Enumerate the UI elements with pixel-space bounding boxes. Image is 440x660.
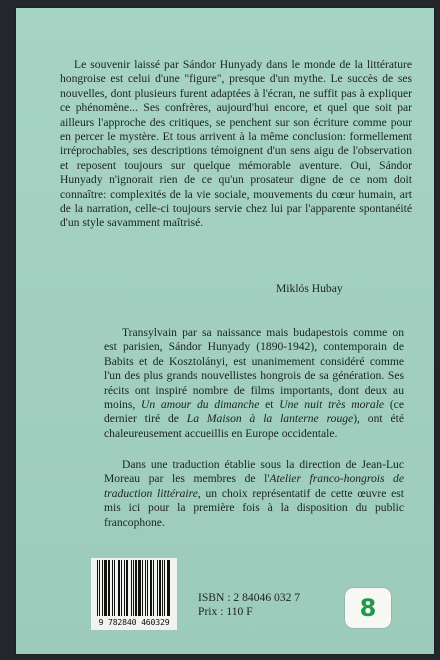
- back-cover: [16, 8, 434, 654]
- film-title-1: Un amour du dimanche: [141, 398, 260, 412]
- play-title: La Maison à la lanterne rouge: [186, 412, 354, 426]
- price-sticker: [345, 588, 391, 628]
- barcode-bars-icon: [95, 560, 173, 618]
- isbn-text: ISBN : 2 84046 032 7: [198, 591, 301, 604]
- price-text: Prix : 110 F: [198, 605, 253, 618]
- blurb-author: Miklós Hubay: [276, 282, 343, 295]
- barcode: [91, 558, 177, 630]
- translation-text-1: Dans une traduction établie sous la direction de Jean-Luc Moreau par les membres de l': [104, 458, 404, 486]
- bio-text-4: ), ont été chaleureusement accueillis en Europe occidentale.: [104, 412, 404, 440]
- blurb-paragraph: Le souvenir laissé par Sándor Hunyady dans le monde de la littérature hongroise est celui d'une "figure", presque d'un mythe. Le succès de ses nouvelles, dont plusieurs furent adaptées à l'écran, ne suffit pas à expliquer ce phénomène... Ses confrères, aujourd'hui encore, et quel que soit par ailleurs l'approche des critiques, se penchent sur son écriture comme pour en percer le mystère. Et tous arrivent à la même conclusion: formellement irréprochables, ses descriptions témoignent d'un sens aigu de l'observation et reposent toujours sur quelque mémorable aventure. Oui, Sándor Hunyady n'ignorait rien de ce qu'un prosateur digne de ce nom doit connaître: complexités de la vie sociale, mouvements du cœur humain, art de la narration, celle-ci toujours servie chez lui par l'apparente spontanéité d'un style savamment maîtrisé.: [60, 58, 412, 230]
- sticker-label: 8: [359, 594, 377, 622]
- bio-text-1: Transylvain par sa naissance mais budapestois comme on est parisien, Sándor Hunyady (1890-1942), contemporain de Babits et de Kosztolányi, est unanimement considéré comme l'un des plus grands nouvellistes hongrois de sa génération. Ses récits ont inspiré nombre de films importants, dont deux au moins,: [104, 326, 404, 412]
- translation-paragraph: [104, 458, 404, 530]
- atelier-name: Atelier franco-hongrois de traduction littéraire: [104, 472, 404, 500]
- biography-paragraph: [104, 326, 404, 441]
- bio-text-3: (ce dernier tiré de: [104, 398, 404, 426]
- barcode-number: 9 782840 460329: [98, 617, 170, 627]
- bio-text-2: et: [259, 398, 280, 412]
- film-title-2: Une nuit très morale: [279, 398, 385, 412]
- isbn-price-block: [198, 591, 300, 619]
- translation-text-2: , un choix représentatif de cette œuvre est mis ici pour la première fois à la disposition du public francophone.: [104, 486, 404, 529]
